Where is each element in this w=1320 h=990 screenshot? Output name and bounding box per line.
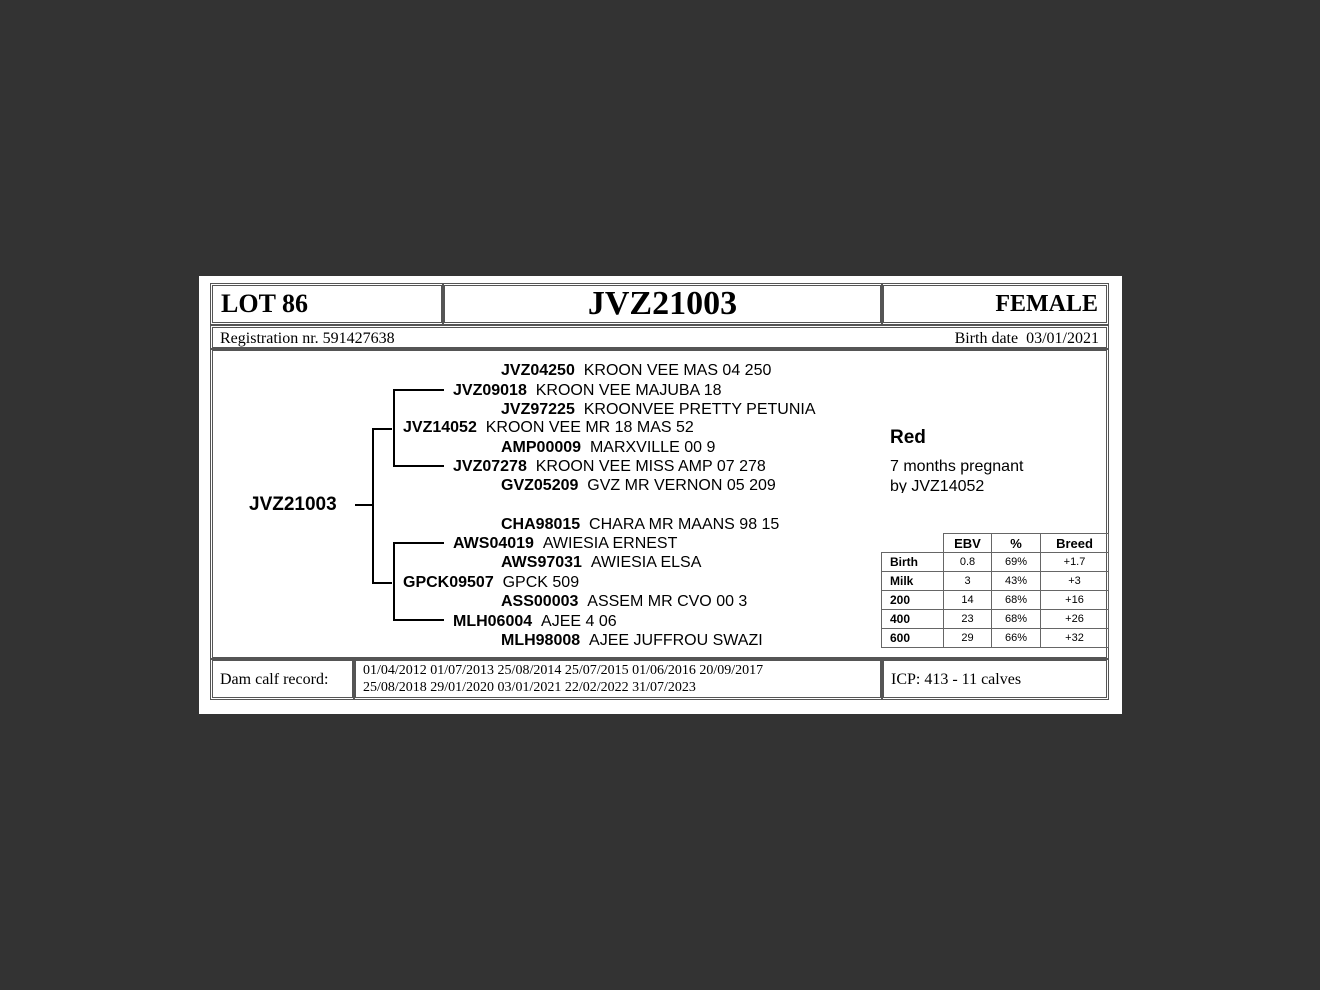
pregnancy-status: 7 months pregnant [890,458,1024,475]
table-row [882,629,1109,648]
trait-label: Birth [882,553,944,572]
dam-dam-line [393,619,444,621]
breed-value: +3 [1041,572,1109,591]
accuracy-value: 43% [992,572,1041,591]
trait-label: 200 [882,591,944,610]
registration-number: Registration nr. 591427638 [220,330,395,347]
dam-grandparents-vertical [393,542,395,620]
sire-dam-line [393,465,444,467]
parents-vertical [372,428,374,583]
sire-grandparents-vertical [393,389,395,466]
subject-connector [355,504,373,506]
lot-number: LOT 86 [221,289,308,318]
pedigree-dam: GPCK09507 GPCK 509 [403,574,580,591]
ebv-value: 23 [944,610,992,629]
pedigree-sire-dam-sire: AMP00009 MARXVILLE 00 9 [501,439,716,456]
trait-label: Milk [882,572,944,591]
pedigree-sire-sire-dam: JVZ97225 KROONVEE PRETTY PETUNIA [501,401,816,418]
breed-header: Breed [1041,534,1109,553]
table-row [882,591,1109,610]
icp-box [881,658,1109,700]
animal-id-title: JVZ21003 [587,285,738,322]
breed-value: +16 [1041,591,1109,610]
ebv-value: 29 [944,629,992,648]
dam-calf-record-box [353,658,883,700]
pedigree-sire-sire-sire: JVZ04250 KROON VEE MAS 04 250 [501,362,772,379]
lot-card [199,276,1122,714]
pedigree-sire: JVZ14052 KROON VEE MR 18 MAS 52 [403,419,694,436]
pedigree-dam-dam-dam: MLH98008 AJEE JUFFROU SWAZI [501,632,763,645]
breed-value: +32 [1041,629,1109,648]
sire-tick [372,428,392,430]
icp-value: ICP: 413 - 11 calves [891,671,1022,688]
calving-dates-line-2: 25/08/2018 29/01/2020 03/01/2021 22/02/2022 31/07/2023 [363,680,696,695]
pedigree-subject: JVZ21003 [249,494,337,515]
animal-id-box [442,283,883,325]
accuracy-value: 68% [992,591,1041,610]
table-row [882,572,1109,591]
dam-calf-label-box [210,658,355,700]
coat-color: Red [890,427,926,448]
ebv-value: 3 [944,572,992,591]
dam-sire-line [393,542,444,544]
breed-value: +26 [1041,610,1109,629]
pedigree-dam-sire-dam: AWS97031 AWIESIA ELSA [501,554,702,571]
ebv-table [881,533,1109,648]
calving-dates-line-1: 01/04/2012 01/07/2013 25/08/2014 25/07/2015 01/06/2016 20/09/2017 [363,663,764,678]
pedigree-dam-sire-sire: CHA98015 CHARA MR MAANS 98 15 [501,516,780,533]
breed-value: +1.7 [1041,553,1109,572]
table-row [882,553,1109,572]
sex-box [881,283,1109,325]
trait-label: 600 [882,629,944,648]
dam-calf-label: Dam calf record: [220,671,329,688]
registration-row [210,325,1109,350]
lot-box [210,283,444,325]
sex-label: FEMALE [995,290,1098,317]
pregnancy-sire: by JVZ14052 [890,478,985,493]
pedigree-dam-dam-sire: ASS00003 ASSEM MR CVO 00 3 [501,593,748,610]
pedigree-sire-dam: JVZ07278 KROON VEE MISS AMP 07 278 [453,458,766,475]
sire-sire-line [393,389,444,391]
pedigree-sire-dam-dam: GVZ05209 GVZ MR VERNON 05 209 [501,477,776,494]
dam-tick [372,582,392,584]
ebv-value: 14 [944,591,992,610]
ebv-value: 0.8 [944,553,992,572]
accuracy-value: 66% [992,629,1041,648]
trait-label: 400 [882,610,944,629]
pedigree-dam-dam: MLH06004 AJEE 4 06 [453,613,617,630]
table-row [882,610,1109,629]
pedigree-dam-sire: AWS04019 AWIESIA ERNEST [453,535,678,552]
ebv-header-row [882,534,1109,553]
pct-header: % [992,534,1041,553]
birth-date: Birth date 03/01/2021 [954,330,1099,347]
accuracy-value: 68% [992,610,1041,629]
pedigree-sire-sire: JVZ09018 KROON VEE MAJUBA 18 [453,382,722,399]
ebv-header: EBV [944,534,992,553]
accuracy-value: 69% [992,553,1041,572]
